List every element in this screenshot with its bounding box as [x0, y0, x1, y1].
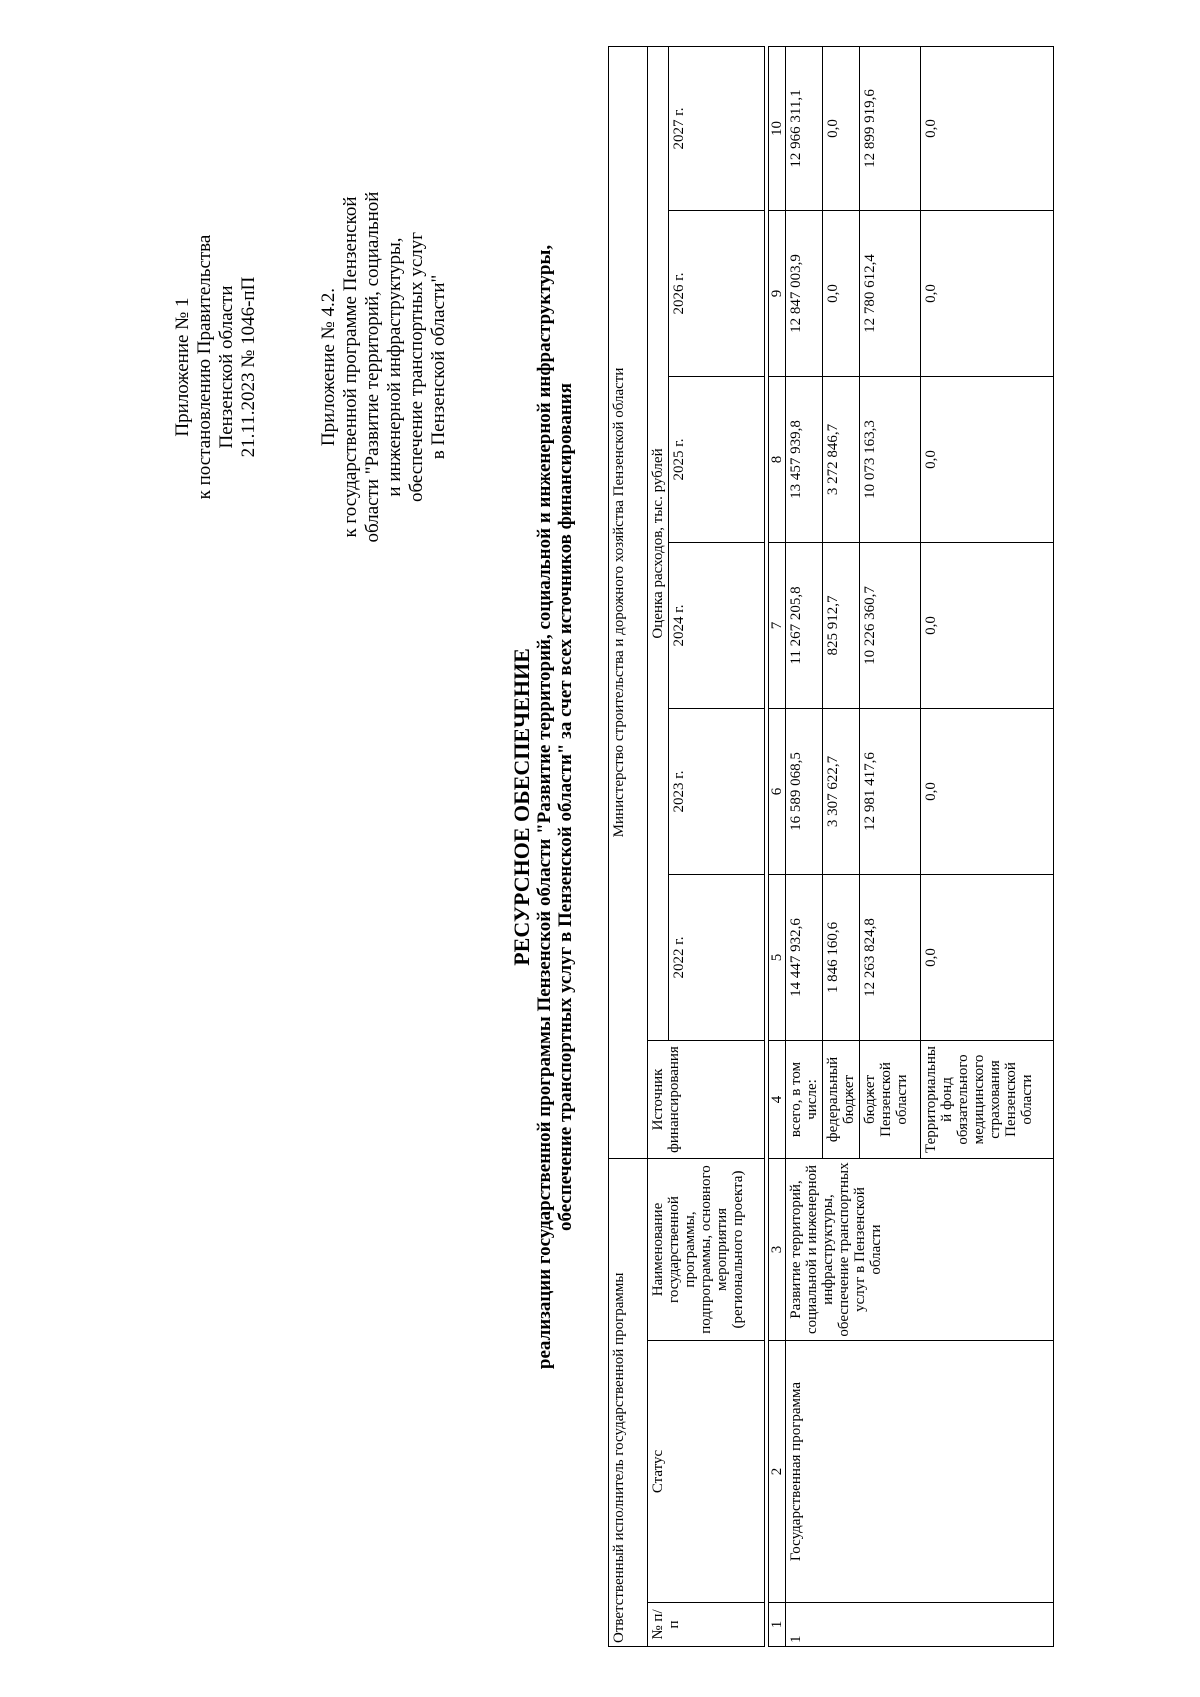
approval-2-line5: обеспечение транспортных услуг	[406, 231, 427, 503]
approval-2-line6: в Пензенской области"	[428, 274, 449, 460]
status-header: Статус	[648, 1341, 765, 1603]
year-header: 2025 г.	[669, 376, 765, 542]
value-cell: 16 589 068,5	[786, 708, 823, 874]
col-number: 6	[769, 708, 786, 874]
col-number: 7	[769, 542, 786, 708]
approval-2-line1: Приложение № 4.2.	[318, 287, 339, 447]
document-heading	[510, 87, 576, 1527]
value-cell: 0,0	[921, 376, 1054, 542]
col-number: 9	[769, 210, 786, 376]
approval-2-line3: области "Развитие территорий, социальной	[362, 191, 383, 543]
year-header: 2027 г.	[669, 46, 765, 210]
value-cell: 10 226 360,7	[860, 542, 921, 708]
col-number: 3	[769, 1158, 786, 1340]
value-cell: 13 457 939,8	[786, 376, 823, 542]
value-cell: 0,0	[921, 210, 1054, 376]
value-cell: 12 263 824,8	[860, 874, 921, 1040]
row-program-name: Развитие территорий, социальной и инженерной инфраструктуры, обеспечение транспортных услуг в Пензенской области	[786, 1158, 1054, 1340]
approval-1-line1: Приложение № 1	[172, 297, 193, 437]
row-status: Государственная программа	[786, 1341, 1054, 1603]
number-header: № п/п	[648, 1603, 765, 1647]
value-cell: 1 846 160,6	[823, 874, 860, 1040]
value-cell: 0,0	[921, 874, 1054, 1040]
value-cell: 14 447 932,6	[786, 874, 823, 1040]
source-header: Источник финансирования	[648, 1040, 765, 1158]
value-cell: 12 847 003,9	[786, 210, 823, 376]
value-cell: 12 780 612,4	[860, 210, 921, 376]
heading-title: РЕСУРСНОЕ ОБЕСПЕЧЕНИЕ	[509, 648, 534, 966]
source-label: бюджет Пензенской области	[860, 1040, 921, 1158]
col-number: 1	[769, 1603, 786, 1647]
value-cell: 0,0	[921, 46, 1054, 210]
heading-line3: обеспечение транспортных услуг в Пензенской области" за счет всех источников финансирования	[555, 382, 576, 1232]
ministry-name: Министерство строительства и дорожного хозяйства Пензенской области	[609, 46, 648, 1158]
approval-1-line4: 21.11.2023 № 1046-пП	[238, 276, 259, 458]
col-number: 10	[769, 46, 786, 210]
year-header: 2024 г.	[669, 542, 765, 708]
year-header: 2026 г.	[669, 210, 765, 376]
heading-line2: реализации государственной программы Пензенской области "Развитие территорий, социальной и инженерной инфраструктуры,	[534, 244, 555, 1370]
value-cell: 0,0	[823, 46, 860, 210]
col-number: 8	[769, 376, 786, 542]
approval-block-2	[318, 157, 450, 577]
estimate-header: Оценка расходов, тыс. рублей	[648, 46, 669, 1040]
col-number: 5	[769, 874, 786, 1040]
executor-header: Ответственный исполнитель государственной программы	[609, 1158, 648, 1646]
source-label: федеральный бюджет	[823, 1040, 860, 1158]
approval-block-1	[172, 222, 260, 512]
source-label: всего, в том числе:	[786, 1040, 823, 1158]
col-number: 2	[769, 1341, 786, 1603]
value-cell: 12 966 311,1	[786, 46, 823, 210]
value-cell: 825 912,7	[823, 542, 860, 708]
source-label: Территориальный фонд обязательного медицинского страхования Пензенской области	[921, 1040, 1054, 1158]
row-number: 1	[786, 1603, 1054, 1647]
approval-1-line2: к постановлению Правительства	[194, 234, 215, 500]
approval-1-line3: Пензенской области	[216, 285, 237, 449]
approval-2-line2: к государственной программе Пензенской	[340, 196, 361, 538]
value-cell: 10 073 163,3	[860, 376, 921, 542]
col-number: 4	[769, 1040, 786, 1158]
value-cell: 3 272 846,7	[823, 376, 860, 542]
program-name-header: Наименование государственной программы, подпрограммы, основного мероприятия (регионального проекта)	[648, 1158, 765, 1340]
value-cell: 0,0	[921, 542, 1054, 708]
value-cell: 11 267 205,8	[786, 542, 823, 708]
value-cell: 0,0	[823, 210, 860, 376]
value-cell: 12 899 919,6	[860, 46, 921, 210]
value-cell: 3 307 622,7	[823, 708, 860, 874]
value-cell: 0,0	[921, 708, 1054, 874]
resource-table	[608, 46, 1054, 1647]
approval-2-line4: и инженерной инфраструктуры,	[384, 237, 405, 497]
year-header: 2022 г.	[669, 874, 765, 1040]
year-header: 2023 г.	[669, 708, 765, 874]
value-cell: 12 981 417,6	[860, 708, 921, 874]
